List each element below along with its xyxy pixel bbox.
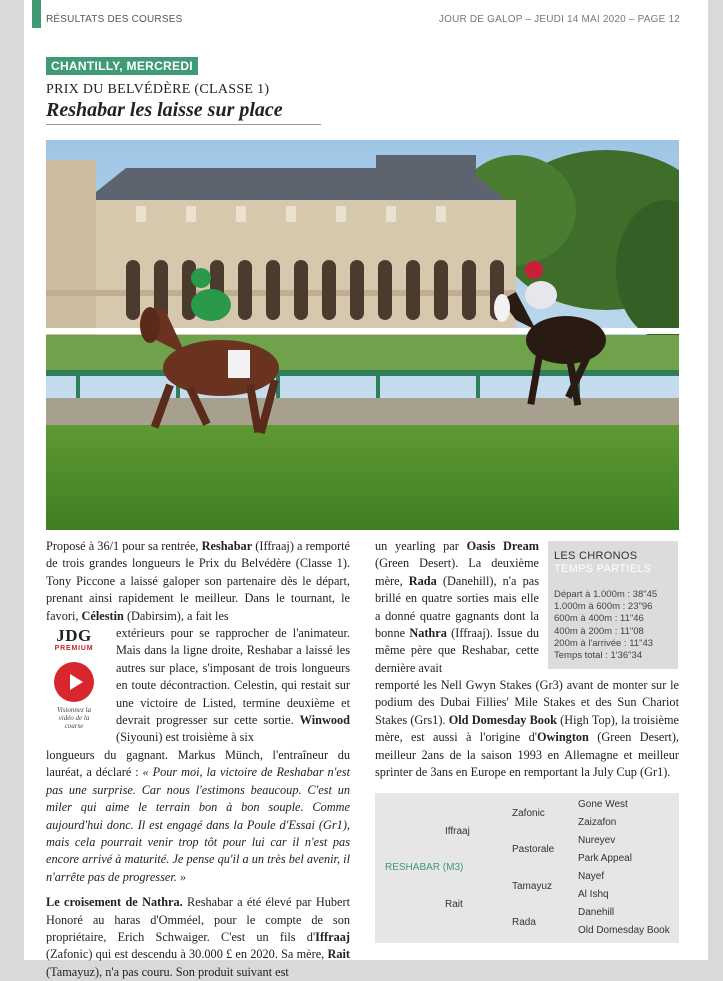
pedigree-grandparent: Rada bbox=[512, 917, 536, 928]
premium-label: PREMIUM bbox=[54, 645, 94, 652]
pedigree-great-grandparent: Al Ishq bbox=[578, 889, 609, 900]
pedigree-sire: Iffraaj bbox=[445, 826, 470, 837]
pedigree-great-grandparent: Danehill bbox=[578, 907, 615, 918]
issue-info: JOUR DE GALOP – JEUDI 14 MAI 2020 – PAGE 12 bbox=[438, 14, 680, 25]
article-column-2-top: un yearling par Oasis Dream (Green Desert). La deuxième mère, Rada (Danehill), n'a pas brillé en quatre sorties mais elle a donné quatre gagnants dont la bonne Nathra (Iffraaj). Issue du même père que Reshabar, cette dernière avait bbox=[375, 539, 539, 675]
chronos-list bbox=[554, 589, 657, 662]
pedigree-dam: Rait bbox=[445, 899, 463, 910]
pedigree-great-grandparent: Zaizafon bbox=[578, 817, 617, 828]
race-title: PRIX DU BELVÉDÈRE (CLASSE 1) bbox=[46, 82, 270, 97]
article-column-1: Proposé à 36/1 pour sa rentrée, Reshabar (Iffraaj) a remporté de trois grandes longueurs le Prix du Belvédère (Classe 1). Tony Piccone a laissé galoper son partenaire dès le départ, prenant ainsi rapidement le meilleur. Dans le tournant, le favori, Célestin (Dabirsim), a fait les extérieurs pour se rapprocher de l'animateur. Mais dans la ligne droite, Reshabar a laissé les autres sur place, s'imposant de trois longueurs en toute décontraction. Celestin, qui restait sur une victoire de Listed, termine deuxième et devrait progresser sur cette sortie. Winwood (Siyouni) est troisième à six longueurs du gagnant. Markus Münch, l'entraîneur du lauréat, a déclaré : « Pour moi, la victoire de Reshabar n'est pas une surprise. Car nous l'estimons beaucoup. C'est un miler qui aime le terrain bon à bon souple. Comme aujourd'hui donc. Il est engagé dans la Poule d'Essai (Gr1), mais cela pourrait venir trop tôt pour lui car il n'est pas encore arrivé à maturité. Je pense qu'il a un très bel avenir, il n'arrête pas de progresser. » Le croisement de Nathra. Reshabar a été élevé par Hubert Honoré au haras d'Omméel, pour le compte de son propriétaire, Erich Schwaiger. C'est un fils d'Iffraaj (Zafonic) qui est descendu à 30.000 £ en 2020. Sa mère, Rait (Tamayuz), n'a pas couru. Son produit suivant est bbox=[46, 539, 351, 979]
video-promo[interactable] bbox=[50, 627, 98, 730]
venue-badge: CHANTILLY, MERCREDI bbox=[46, 57, 198, 75]
jdg-logo: JDG bbox=[56, 626, 92, 645]
race-photo-illustration bbox=[46, 140, 679, 530]
chronos-line: Temps total : 1'36"34 bbox=[554, 650, 643, 662]
chronos-line: 400m à 200m : 11"08 bbox=[554, 625, 644, 637]
pedigree-grandparent: Tamayuz bbox=[512, 881, 553, 892]
header-accent-bar bbox=[32, 0, 41, 28]
play-video-icon[interactable] bbox=[54, 662, 94, 702]
pedigree-grandparent: Pastorale bbox=[512, 844, 555, 855]
pedigree-great-grandparent: Gone West bbox=[578, 799, 628, 810]
section-title: RÉSULTATS DES COURSES bbox=[46, 14, 183, 25]
pedigree-grandparent: Zafonic bbox=[512, 808, 545, 819]
pedigree-table bbox=[375, 793, 679, 943]
headline: Reshabar les laisse sur place bbox=[46, 99, 283, 121]
chronos-line: Départ à 1.000m : 38"45 bbox=[554, 589, 658, 600]
page bbox=[24, 0, 708, 979]
headline-rule bbox=[46, 124, 321, 125]
race-photo bbox=[46, 140, 679, 530]
chronos-subtitle: TEMPS PARTIELS bbox=[554, 563, 652, 575]
chronos-line: 600m à 400m : 11"46 bbox=[554, 613, 644, 625]
pedigree-horse: RESHABAR (M3) bbox=[385, 862, 464, 873]
pedigree-great-grandparent: Park Appeal bbox=[578, 853, 632, 864]
pedigree-great-grandparent: Old Domesday Book bbox=[578, 925, 670, 936]
chronos-line: 200m à l'arrivée : 11"43 bbox=[554, 637, 654, 649]
article-column-2-bottom: remporté les Nell Gwyn Stakes (Gr3) avant de monter sur le podium des Dubai Fillies' Mile Stakes et des Sun Chariot Stakes (Grs1). Old Domesday Book (High Top), la troisième mère, est aussi à l'origine d'Owington (Green Desert), meilleur 2ans de la saison 1993 en Allemagne et meilleur sprinter de 3ans en Europe en remportant la July Cup (Gr1). bbox=[375, 678, 680, 780]
chronos-box bbox=[548, 541, 678, 669]
video-caption: Visionnez la vidéo de la course bbox=[57, 706, 91, 730]
pedigree-great-grandparent: Nayef bbox=[578, 871, 605, 882]
chronos-title: LES CHRONOS bbox=[554, 550, 638, 562]
chronos-line: 1.000m à 600m : 23"96 bbox=[554, 601, 653, 613]
page-header bbox=[24, 0, 708, 38]
pedigree-great-grandparent: Nureyev bbox=[578, 835, 616, 846]
